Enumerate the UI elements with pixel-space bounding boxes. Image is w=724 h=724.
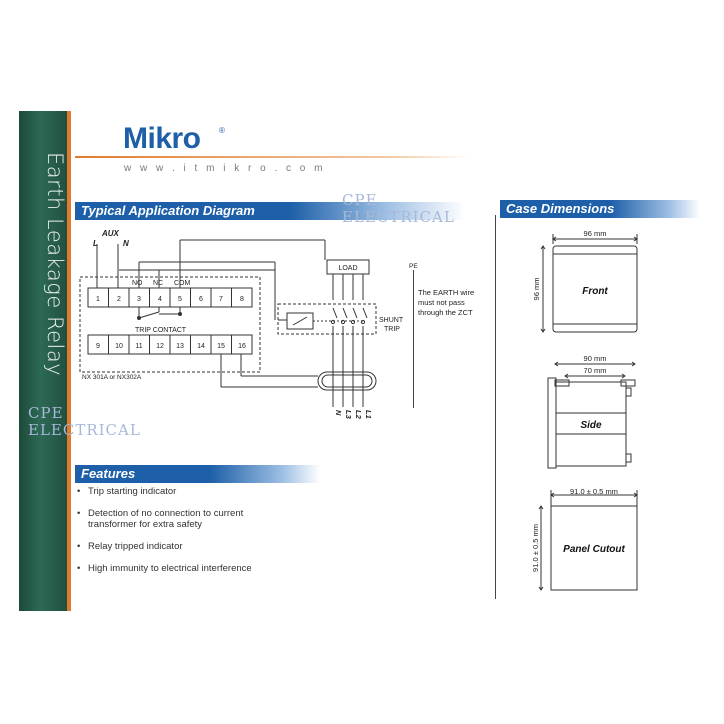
case-dimensions-drawing [515,222,675,594]
trip-contact-label: TRIP CONTACT [135,327,187,334]
website-url: w w w . i t m i k r o . c o m [124,163,326,174]
column-divider [495,215,496,599]
terminal-9: 9 [96,343,100,350]
terminal-5: 5 [178,296,182,303]
front-label: Front [582,286,608,297]
l-label: L [93,239,98,248]
terminal-1: 1 [96,296,100,303]
terminal-8: 8 [240,296,244,303]
side-label: Side [580,420,602,431]
n-label: N [123,239,129,248]
panel-cutout-label: Panel Cutout [563,544,625,555]
terminal-15: 15 [217,343,225,350]
phase-l3-label: L3 [344,410,353,419]
pe-label: PE [409,263,418,270]
application-diagram-heading: Typical Application Diagram [75,202,465,220]
terminal-14: 14 [197,343,205,350]
watermark-left [28,405,141,439]
terminal-2: 2 [117,296,121,303]
sidebar-accent-stripe [67,111,71,611]
features-list [76,486,316,585]
feature-item: • Relay tripped indicator [76,541,316,552]
side-body-label: 70 mm [583,366,607,375]
terminal-7: 7 [219,296,223,303]
earth-note-line-3: through the ZCT [418,308,473,317]
cutout-width-label: 91.0 ± 0.5 mm [570,487,618,496]
watermark-top-line-1: CPE [342,191,378,209]
earth-note-line-1: The EARTH wire [418,288,475,297]
load-label: LOAD [338,265,358,272]
com-label: COM [174,280,191,287]
aux-label: AUX [102,229,119,238]
trip-label: TRIP [384,326,400,333]
terminal-16: 16 [238,343,246,350]
earth-note-line-2: must not pass [418,298,465,307]
earth-wire-line [413,270,414,408]
terminal-3: 3 [137,296,141,303]
application-diagram [75,222,418,422]
nc-label: NC [153,280,164,287]
brand-logo: Mikro [123,122,201,155]
front-width-label: 96 mm [583,229,607,238]
header-divider [75,156,470,158]
terminal-10: 10 [115,343,123,350]
case-dimensions-heading: Case Dimensions [500,200,700,218]
terminal-4: 4 [158,296,162,303]
registered-mark: ® [219,126,225,135]
watermark-left-line-2: ELECTRICAL [28,421,141,439]
feature-item: • Trip starting indicator [76,486,316,497]
no-label: NO [132,280,143,287]
product-title: Earth Leakage Relay [43,152,67,377]
watermark-left-line-1: CPE [28,404,64,422]
watermark-top-line-2: ELECTRICAL [342,208,455,226]
model-label: NX 301A or NX302A [82,374,142,381]
cutout-height-label: 91.0 ± 0.5 mm [531,524,540,572]
phase-l2-label: L2 [354,410,363,419]
watermark-top [342,192,455,226]
earth-note [418,286,496,322]
shunt-label: SHUNT [379,317,404,324]
phase-n-label: N [334,410,343,416]
front-height-label: 96 mm [532,277,541,301]
side-overall-label: 90 mm [583,354,607,363]
terminal-12: 12 [156,343,164,350]
terminal-13: 13 [176,343,184,350]
feature-item: • Detection of no connection to current transformer for extra safety [76,508,268,530]
terminal-6: 6 [199,296,203,303]
terminal-11: 11 [135,343,143,350]
features-heading: Features [75,465,320,483]
feature-item: • High immunity to electrical interference [76,563,316,574]
phase-l1-label: L1 [364,410,373,419]
